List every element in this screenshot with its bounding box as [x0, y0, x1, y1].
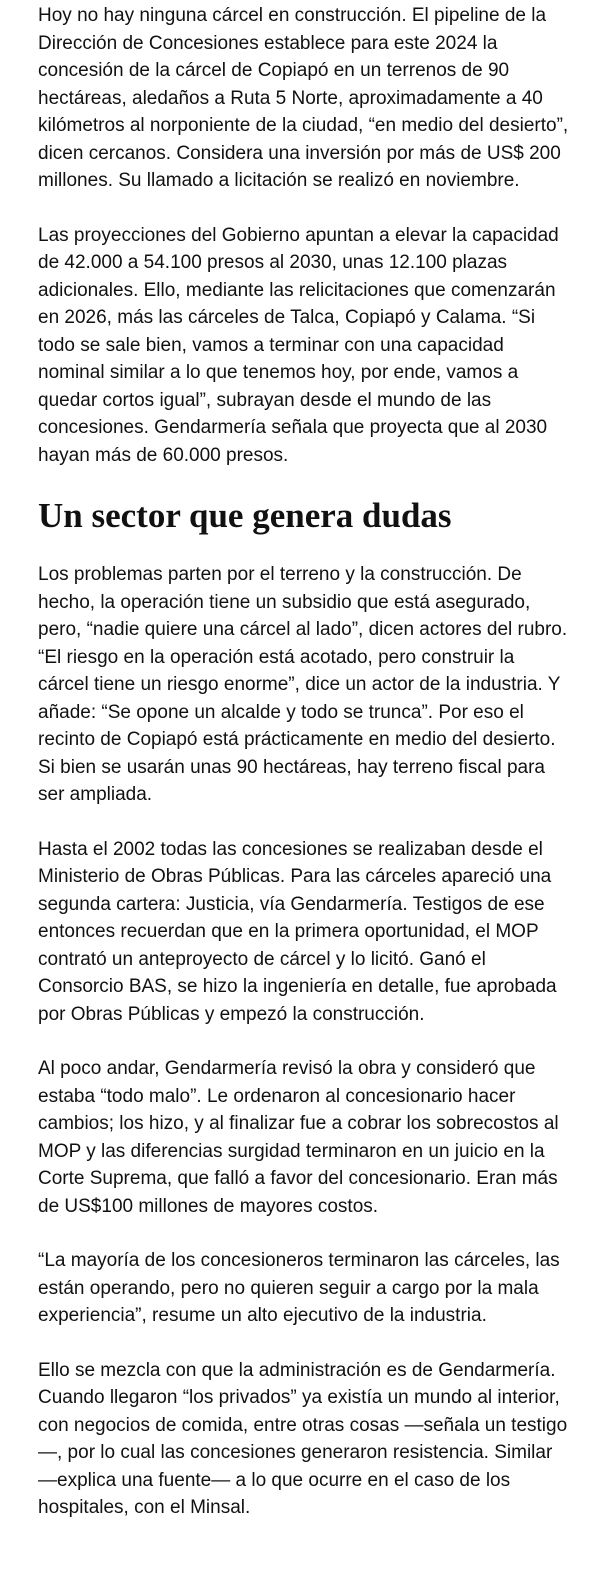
- article-body: [38, 2, 570, 1549]
- article-paragraph: Al poco andar, Gendarmería revisó la obra y consideró que estaba “todo malo”. Le ordenaron al concesionario hacer cambios; los hizo, y al finalizar fue a cobrar los sobrecostos al MOP y las diferencias surgidad terminaron en un juicio en la Corte Suprema, que falló a favor del concesionario. Eran más de US$100 millones de mayores costos.: [38, 1058, 559, 1217]
- article-paragraph: Las proyecciones del Gobierno apuntan a elevar la capacidad de 42.000 a 54.100 presos al 2030, unas 12.100 plazas adicionales. Ello, mediante las relicitaciones que comenzarán en 2026, más las cárceles de Talca, Copiapó y Calama. “Si todo se sale bien, vamos a terminar con una capacidad nominal similar a lo que tenemos hoy, por ende, vamos a quedar cortos igual”, subrayan desde el mundo de las concesiones. Gendarmería señala que proyecta que al 2030 hayan más de 60.000 presos.: [38, 224, 559, 466]
- article-paragraph: “La mayoría de los concesioneros terminaron las cárceles, las están operando, pero no quieren seguir a cargo por la mala experiencia”, resume un alto ejecutivo de la industria.: [38, 1250, 560, 1326]
- section-heading: Un sector que genera dudas: [38, 496, 452, 535]
- article-paragraph: Hasta el 2002 todas las concesiones se realizaban desde el Ministerio de Obras Públicas. Para las cárceles apareció una segunda cartera: Justicia, vía Gendarmería. Testigos de ese entonces recuerdan que en la primera oportunidad, el MOP contrató un anteproyecto de cárcel y lo licitó. Ganó el Consorcio BAS, se hizo la ingeniería en detalle, fue aprobada por Obras Públicas y empezó la construcción.: [38, 838, 557, 1025]
- article-paragraph: Ello se mezcla con que la administración es de Gendarmería. Cuando llegaron “los privados” ya existía un mundo al interior, con negocios de comida, entre otras cosas —señala un testigo—, por lo cual las concesiones generaron resistencia. Similar —explica una fuente— a lo que ocurre en el caso de los hospitales, con el Minsal.: [38, 1359, 568, 1518]
- article-paragraph: Los problemas parten por el terreno y la construcción. De hecho, la operación tiene un subsidio que está asegurado, pero, “nadie quiere una cárcel al lado”, dicen actores del rubro. “El riesgo en la operación está acotado, pero construir la cárcel tiene un riesgo enorme”, dice un actor de la industria. Y añade: “Se opone un alcalde y todo se trunca”. Por eso el recinto de Copiapó está prácticamente en medio del desierto. Si bien se usarán unas 90 hectáreas, hay terreno fiscal para ser ampliada.: [38, 564, 568, 805]
- article-paragraph: Hoy no hay ninguna cárcel en construcción. El pipeline de la Dirección de Concesiones establece para este 2024 la concesión de la cárcel de Copiapó en un terrenos de 90 hectáreas, aledaños a Ruta 5 Norte, aproximadamente a 40 kilómetros al norponiente de la ciudad, “en medio del desierto”, dicen cercanos. Considera una inversión por más de US$ 200 millones. Su llamado a licitación se realizó en noviembre.: [38, 5, 569, 191]
